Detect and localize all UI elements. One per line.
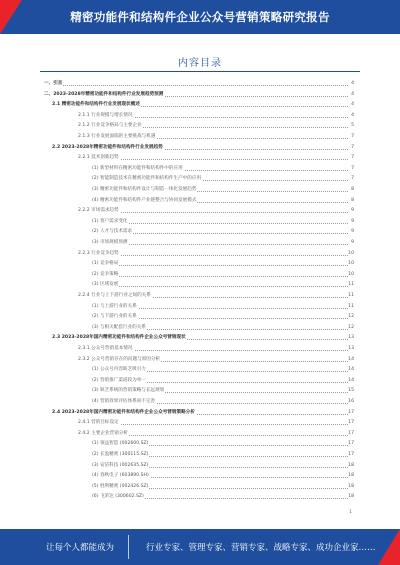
toc-entry[interactable] (0, 462, 400, 470)
toc-entry-page: 13 (348, 346, 354, 351)
toc-entry-page: 15 (348, 388, 354, 394)
toc-entry-label: 2.2.4 行业与上下游行业之间的关系 (78, 293, 151, 298)
toc-entry-label: 2.4 2023-2028年国内精密功能件和结构件企业公众号营销策略分析 (52, 409, 195, 415)
toc-entry[interactable] (0, 409, 400, 417)
toc-entry-page: 7 (351, 134, 354, 139)
toc-entry[interactable] (0, 303, 400, 311)
footer-slogan-right: 行业专家、管理专家、营销专家、战略专家、成功企业家…… (146, 543, 376, 553)
toc-entry[interactable] (0, 345, 400, 353)
toc-entry-page: 12 (348, 324, 354, 330)
toc-entry-page: 17 (348, 420, 354, 426)
toc-entry[interactable] (0, 292, 400, 300)
toc-entry-label: 2.2.1 技术创新趋势 (78, 155, 119, 161)
toc-entry-label: 一、引言 (44, 81, 63, 86)
toc-entry-label: (2) 智能制造技术在精密功能件和结构件生产中的应用 (92, 176, 202, 182)
toc-entry[interactable] (0, 175, 400, 183)
toc-entry-label: (6) 飞荣达 (300602.SZ) (92, 494, 144, 500)
toc-entry-label: (2) 营销推广渠道较为单一 (92, 377, 146, 383)
footer-slogan-left: 让每个人都能成为 (46, 543, 115, 553)
toc-entry[interactable] (0, 228, 400, 236)
toc-entry-leader (92, 265, 348, 266)
toc-entry-page: 9 (351, 218, 354, 224)
toc-entry-label: (3) 安洁科技 (002635.SZ) (92, 462, 149, 468)
toc-entry-label: (5) 胜利精密 (002426.SZ) (92, 483, 149, 489)
toc-entry[interactable] (0, 387, 400, 395)
toc-entry[interactable] (0, 91, 400, 99)
toc-entry[interactable] (0, 440, 400, 448)
toc-entry-page: 14 (348, 367, 354, 373)
toc-entry[interactable] (0, 493, 400, 501)
toc-entry-page: 9 (351, 229, 354, 235)
toc-entry-page: 13 (348, 335, 354, 341)
toc-entry-label: (1) 与上游行业的关系 (92, 303, 137, 309)
toc-entry-page: 8 (351, 197, 354, 203)
toc-entry-page: 12 (348, 314, 354, 320)
toc-entry-label: 2.4.1 营销目标设定 (78, 420, 119, 426)
toc-entry-page: 18 (348, 483, 354, 489)
toc-entry[interactable] (0, 112, 400, 120)
toc-entry-leader (92, 276, 348, 277)
toc-heading-rule (40, 71, 360, 72)
toc-entry-label: (1) 竞争格局 (92, 261, 119, 267)
toc-entry[interactable] (0, 133, 400, 141)
toc-entry-label: 2.4.2 主要企业营销分析 (78, 430, 128, 436)
toc-entry-page: 7 (351, 165, 354, 171)
table-of-contents (0, 80, 400, 520)
toc-entry[interactable] (0, 366, 400, 374)
toc-entry-label: (3) 缺乏系统的营销策略与长远规划 (92, 388, 165, 394)
toc-entry-label: 2.1.2 行业竞争格局与主要企业 (78, 123, 142, 129)
toc-entry[interactable] (0, 377, 400, 385)
toc-entry-label: 二、2023-2028年精密功能件和结构件行业发展趋势预测 (44, 91, 164, 97)
toc-entry-page: 17 (348, 409, 354, 415)
toc-entry-page: 18 (348, 462, 354, 468)
toc-entry-label: (2) 竞争策略 (92, 271, 119, 277)
toc-entry-leader (44, 85, 348, 86)
toc-entry[interactable] (0, 483, 400, 491)
toc-entry[interactable] (0, 122, 400, 130)
toc-entry-label: (4) 精密功能件和结构件产业链整合与协同发展模式 (92, 197, 197, 203)
toc-entry[interactable] (0, 218, 400, 226)
toc-entry-leader (92, 223, 348, 224)
toc-entry-page: 17 (348, 452, 354, 457)
toc-entry[interactable] (0, 419, 400, 427)
toc-entry[interactable] (0, 154, 400, 162)
footer-divider (128, 535, 129, 559)
footer-red-corner (378, 529, 400, 565)
toc-entry-page: 10 (348, 261, 354, 267)
toc-entry-page: 4 (351, 102, 354, 108)
report-title: 精密功能件和结构件企业公众号营销策略研究报告 (70, 10, 330, 24)
report-header (0, 0, 400, 34)
toc-entry[interactable] (0, 186, 400, 194)
toc-entry-page: 11 (348, 282, 354, 288)
toc-entry-label: (3) 区域发展 (92, 282, 119, 288)
toc-entry-label: 2.2 2023-2028年精密功能件和结构件行业发展趋势 (52, 144, 163, 150)
toc-entry[interactable] (0, 356, 400, 364)
toc-heading: 内容目录 (178, 58, 222, 69)
toc-entry[interactable] (0, 281, 400, 289)
toc-entry-page: 7 (351, 176, 354, 182)
toc-entry-page: 10 (348, 250, 354, 256)
toc-entry-page: 5 (351, 123, 354, 129)
report-footer (0, 529, 400, 565)
toc-entry-label: 2.3.1 公众号营销基本情况 (78, 346, 133, 351)
toc-entry-label: (1) 新型材料在精密功能件和结构件中的应用 (92, 165, 183, 171)
toc-entry[interactable] (0, 271, 400, 279)
toc-entry-page: 4 (351, 81, 354, 86)
toc-entry-page: 4 (351, 91, 354, 97)
toc-entry-leader (92, 286, 348, 287)
toc-entry-label: 2.3.2 公众号营销存在的问题与原因分析 (78, 356, 161, 362)
toc-entry-page: 16 (348, 399, 354, 404)
toc-entry-label: 2.2.3 行业竞争趋势 (78, 250, 119, 256)
toc-entry-label: (2) 与下游行业的关系 (92, 314, 137, 320)
toc-entry[interactable] (0, 334, 400, 342)
toc-entry-page: 14 (348, 377, 354, 383)
toc-entry-page: 7 (351, 155, 354, 161)
toc-entry-page: 17 (348, 430, 354, 436)
toc-entry-label: 2.3 2023-2028年国内精密功能件和结构件企业公众号营销现状 (52, 335, 186, 341)
toc-entry[interactable] (0, 260, 400, 268)
toc-entry[interactable] (0, 101, 400, 109)
toc-entry-label: (2) 人才与技术需求 (92, 229, 133, 235)
toc-entry-label: (2) 长盈精密 (300115.SZ) (92, 452, 149, 457)
toc-entry-label: 2.1.1 行业规模与增长情况 (78, 112, 133, 118)
toc-entry[interactable] (0, 207, 400, 215)
toc-entry-page: 18 (348, 494, 354, 500)
toc-entry[interactable] (0, 144, 400, 152)
toc-entry-label: (1) 公众号内容缺乏吸引力 (92, 367, 146, 373)
toc-entry-page: 7 (351, 144, 354, 150)
toc-entry[interactable] (0, 451, 400, 459)
toc-entry-label: (1) 客户需求变化 (92, 218, 128, 224)
toc-entry-label: (1) 领益智造 (002600.SZ) (92, 441, 149, 447)
toc-entry[interactable] (0, 239, 400, 247)
toc-entry[interactable] (0, 324, 400, 332)
toc-entry-label: 2.1.3 行业发展面临的主要挑战与机遇 (78, 134, 156, 139)
toc-entry-label: (3) 与相关配套行业的关系 (92, 324, 146, 330)
toc-entry-page: 9 (351, 208, 354, 214)
toc-entry-label: 2.2.2 市场需求趋势 (78, 208, 119, 214)
toc-entry-page: 18 (348, 473, 354, 479)
toc-entry[interactable] (0, 80, 400, 88)
toc-entry[interactable] (0, 313, 400, 321)
toc-entry-page: 14 (348, 356, 354, 362)
toc-entry-page: 11 (348, 303, 354, 309)
toc-entry-page: 4 (351, 112, 354, 118)
toc-entry[interactable] (0, 250, 400, 258)
toc-entry-page: 17 (348, 441, 354, 447)
toc-entry[interactable] (0, 398, 400, 406)
toc-entry-page: 8 (351, 187, 354, 192)
page-number: 1 (349, 510, 352, 515)
toc-entry[interactable] (0, 197, 400, 205)
toc-entry-label: (4) 春秋电子 (603890.SH) (92, 473, 149, 479)
toc-entry-label: (3) 市场规模预测 (92, 240, 128, 245)
toc-entry[interactable] (0, 430, 400, 438)
toc-entry-label: (4) 营销效果评估体系尚不完善 (92, 399, 156, 404)
toc-entry[interactable] (0, 472, 400, 480)
toc-entry-page: 9 (351, 240, 354, 245)
toc-entry-label: 2.1 精密功能件和结构件行业发展现状概述 (52, 102, 140, 108)
toc-entry-leader (92, 244, 348, 245)
toc-entry-page: 10 (348, 271, 354, 277)
toc-entry-label: (3) 精密功能件和结构件设计与制造一体化发展趋势 (92, 187, 197, 192)
toc-entry-page: 11 (348, 293, 354, 298)
toc-entry[interactable] (0, 165, 400, 173)
